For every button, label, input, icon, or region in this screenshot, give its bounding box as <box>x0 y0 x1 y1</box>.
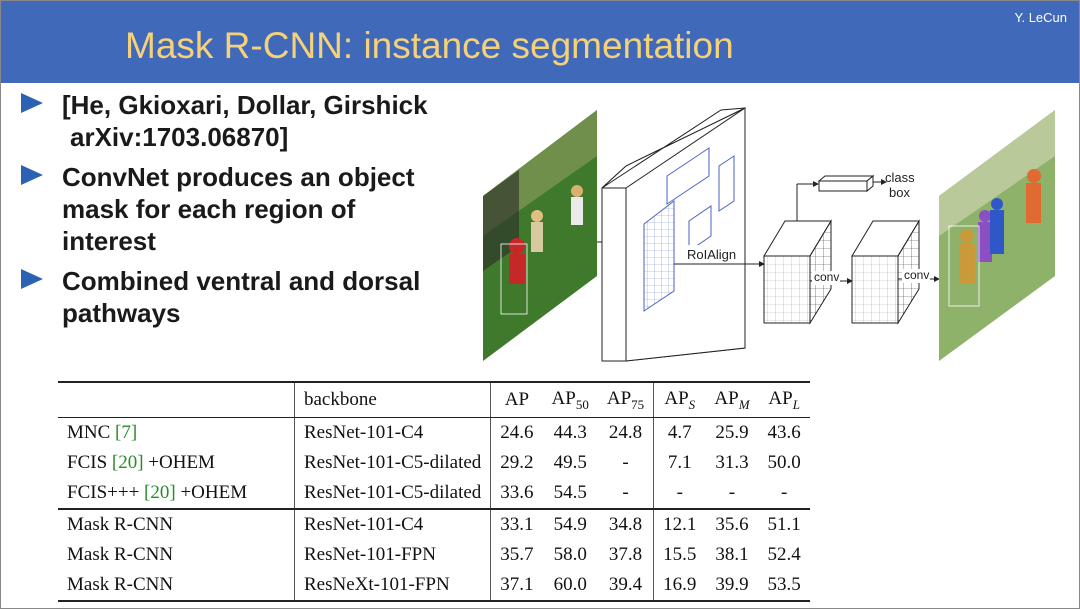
ap-cell: 35.7 <box>500 544 534 565</box>
bullet-text: pathways <box>62 298 181 328</box>
input-image <box>483 110 597 361</box>
table-header-row <box>58 382 810 418</box>
table-row <box>58 570 810 601</box>
table-row <box>58 448 810 478</box>
backbone-header: backbone <box>295 382 491 418</box>
bullet-item <box>21 161 491 257</box>
backbone-cell: ResNet-101-FPN <box>295 540 491 570</box>
ap75-header: $AP_{75}$ <box>598 382 654 418</box>
ap50-cell: 49.5 <box>553 452 587 473</box>
apm-cell: - <box>728 482 736 503</box>
ap-cell: 37.1 <box>491 570 543 601</box>
feature-map-block <box>602 108 745 361</box>
ap-cell: 33.1 <box>491 509 543 540</box>
apl-cell: 53.5 <box>759 570 810 601</box>
bullet-text: arXiv:1703.06870] <box>70 122 289 152</box>
bullet-text: ConvNet produces an object <box>62 162 415 192</box>
aps-cell: 4.7 <box>667 422 692 443</box>
method-cell: Mask R-CNN <box>58 540 295 570</box>
method-header <box>58 382 295 418</box>
bullet-arrow-icon <box>21 269 43 289</box>
box-label: box <box>889 185 910 200</box>
ap75-cell: 24.8 <box>598 418 654 449</box>
method-cell: FCIS [20] +OHEM <box>58 448 295 478</box>
ap75-cell: 39.4 <box>598 570 654 601</box>
apl-cell: 51.1 <box>759 509 810 540</box>
results-table <box>58 381 810 602</box>
method-cell: FCIS+++ [20] +OHEM <box>58 478 295 509</box>
table-row <box>58 418 810 449</box>
citation-link[interactable]: [20] <box>144 482 176 503</box>
ap50-header: $AP_{50}$ <box>543 382 598 418</box>
apm-cell: 35.6 <box>705 509 758 540</box>
citation-link[interactable]: [7] <box>115 422 138 443</box>
aps-header: $AP_S$ <box>654 382 706 418</box>
bullet-text: Combined ventral and dorsal <box>62 266 421 296</box>
method-cell: Mask R-CNN <box>58 509 295 540</box>
ap-header: AP <box>491 382 543 418</box>
backbone-cell: ResNet-101-C5-dilated <box>295 478 491 509</box>
bullet-text: interest <box>62 226 156 256</box>
bullet-item <box>21 89 491 153</box>
apl-cell: 50.0 <box>767 452 801 473</box>
ap75-cell: - <box>598 478 654 509</box>
bullet-list <box>21 89 491 337</box>
class-label: class <box>885 170 915 185</box>
ap75-cell: 34.8 <box>598 509 654 540</box>
table-row <box>58 509 810 540</box>
header-bar <box>1 1 1079 83</box>
apl-cell: 52.4 <box>767 544 801 565</box>
ap50-cell: 60.0 <box>543 570 598 601</box>
apl-header: $AP_L$ <box>759 382 810 418</box>
method-cell: MNC [7] <box>58 418 295 449</box>
apm-cell: 25.9 <box>715 422 749 443</box>
backbone-cell: ResNet-101-C4 <box>295 418 491 449</box>
backbone-cell: ResNeXt-101-FPN <box>295 570 491 601</box>
ap-cell: 33.6 <box>500 482 534 503</box>
aps-cell: 12.1 <box>654 509 706 540</box>
ap50-cell: 54.5 <box>553 482 587 503</box>
aps-cell: 16.9 <box>654 570 706 601</box>
ap-cell: 24.6 <box>500 422 534 443</box>
table-row <box>58 478 810 509</box>
output-image <box>939 110 1055 361</box>
aps-cell: 7.1 <box>667 452 692 473</box>
bullet-arrow-icon <box>21 165 43 185</box>
apm-cell: 31.3 <box>715 452 749 473</box>
backbone-cell: ResNet-101-C5-dilated <box>295 448 491 478</box>
table-row <box>58 540 810 570</box>
roialign-label: RoIAlign <box>687 247 737 262</box>
slide-title: Mask R-CNN: instance segmentation <box>125 25 734 66</box>
ap75-cell: - <box>598 448 654 478</box>
ap50-cell: 44.3 <box>553 422 587 443</box>
bullet-arrow-icon <box>21 93 43 113</box>
conv-label-1: conv <box>814 270 840 284</box>
apm-cell: 39.9 <box>705 570 758 601</box>
apm-header: $AP_M$ <box>705 382 758 418</box>
bullet-item <box>21 265 491 329</box>
aps-cell: - <box>676 482 683 503</box>
aps-cell: 15.5 <box>663 544 697 565</box>
ap75-cell: 37.8 <box>598 540 654 570</box>
citation-link[interactable]: [20] <box>111 452 144 473</box>
method-cell: Mask R-CNN <box>58 570 295 601</box>
mask-rcnn-architecture-diagram <box>479 96 1059 371</box>
apl-cell: - <box>780 482 788 503</box>
backbone-cell: ResNet-101-C4 <box>295 509 491 540</box>
apm-cell: 38.1 <box>715 544 749 565</box>
bullet-text: [He, Gkioxari, Dollar, Girshick <box>62 90 428 120</box>
ap50-cell: 58.0 <box>553 544 587 565</box>
ap50-cell: 54.9 <box>543 509 598 540</box>
ap-cell: 29.2 <box>500 452 534 473</box>
conv-label-2: conv <box>904 268 930 282</box>
author-label: Y. LeCun <box>1014 10 1067 25</box>
bullet-text: mask for each region of <box>62 194 356 224</box>
apl-cell: 43.6 <box>767 422 801 443</box>
